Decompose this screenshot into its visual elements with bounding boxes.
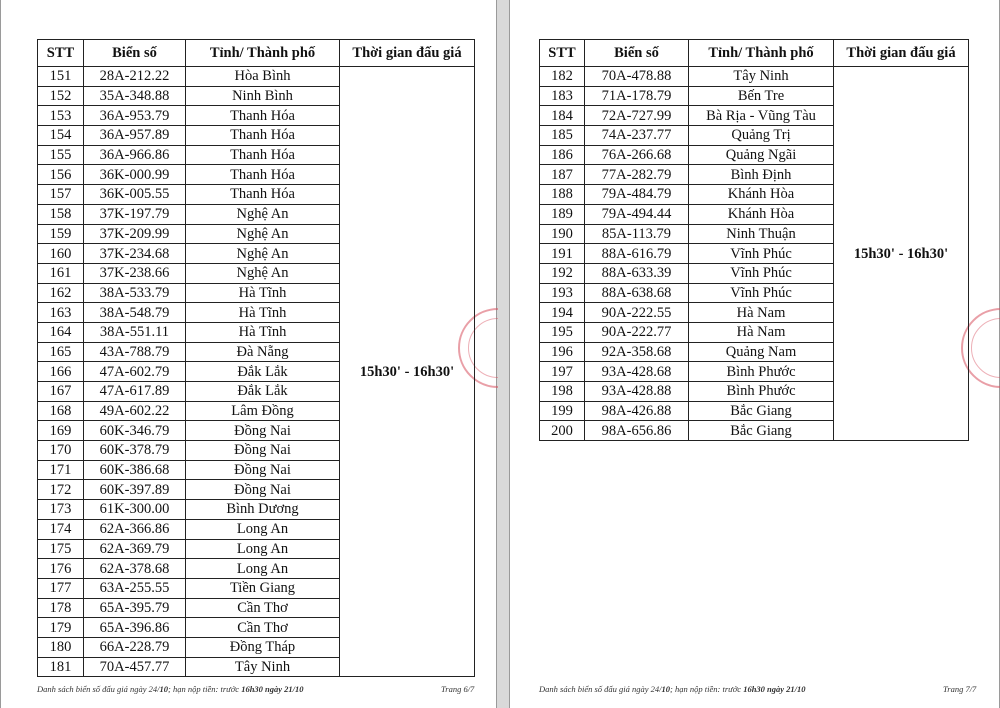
cell-plate: 36A-966.86 [84, 145, 186, 165]
cell-province: Vĩnh Phúc [689, 283, 834, 303]
auction-table-right [539, 39, 969, 441]
cell-plate: 88A-638.68 [585, 283, 689, 303]
cell-plate: 65A-395.79 [84, 598, 186, 618]
cell-plate: 47A-602.79 [84, 362, 186, 382]
cell-stt: 158 [38, 204, 84, 224]
cell-plate: 36A-953.79 [84, 106, 186, 126]
header-plate: Biển số [84, 40, 186, 67]
cell-auction-time: 15h30' - 16h30' [834, 67, 969, 441]
cell-plate: 88A-616.79 [585, 244, 689, 264]
cell-province: Bà Rịa - Vũng Tàu [689, 106, 834, 126]
cell-plate: 62A-369.79 [84, 539, 186, 559]
cell-plate: 36K-005.55 [84, 185, 186, 205]
cell-province: Đà Nẵng [186, 342, 340, 362]
cell-province: Quảng Ngãi [689, 145, 834, 165]
cell-plate: 70A-457.77 [84, 657, 186, 677]
header-province: Tỉnh/ Thành phố [186, 40, 340, 67]
cell-stt: 170 [38, 441, 84, 461]
cell-stt: 197 [540, 362, 585, 382]
cell-plate: 37K-197.79 [84, 204, 186, 224]
cell-stt: 163 [38, 303, 84, 323]
cell-province: Bắc Giang [689, 401, 834, 421]
cell-stt: 189 [540, 204, 585, 224]
cell-province: Ninh Thuận [689, 224, 834, 244]
cell-province: Bình Dương [186, 500, 340, 520]
cell-plate: 38A-533.79 [84, 283, 186, 303]
cell-province: Bình Phước [689, 362, 834, 382]
cell-stt: 153 [38, 106, 84, 126]
header-province: Tỉnh/ Thành phố [689, 40, 834, 67]
cell-plate: 43A-788.79 [84, 342, 186, 362]
cell-stt: 181 [38, 657, 84, 677]
cell-stt: 166 [38, 362, 84, 382]
cell-stt: 167 [38, 382, 84, 402]
cell-stt: 198 [540, 382, 585, 402]
cell-province: Thanh Hóa [186, 165, 340, 185]
cell-stt: 152 [38, 86, 84, 106]
table-header-row [38, 40, 475, 67]
cell-stt: 182 [540, 67, 585, 87]
cell-stt: 191 [540, 244, 585, 264]
cell-stt: 172 [38, 480, 84, 500]
cell-province: Hòa Bình [186, 67, 340, 87]
cell-plate: 92A-358.68 [585, 342, 689, 362]
cell-plate: 90A-222.77 [585, 322, 689, 342]
cell-plate: 65A-396.86 [84, 618, 186, 638]
cell-plate: 66A-228.79 [84, 637, 186, 657]
cell-plate: 36A-957.89 [84, 126, 186, 146]
cell-stt: 169 [38, 421, 84, 441]
table-row [540, 67, 969, 87]
cell-plate: 60K-346.79 [84, 421, 186, 441]
cell-plate: 63A-255.55 [84, 578, 186, 598]
cell-stt: 171 [38, 460, 84, 480]
footer-text: ; hạn nộp tiền: trước [168, 684, 242, 694]
table-row [38, 67, 475, 87]
cell-stt: 188 [540, 185, 585, 205]
footer-text: Danh sách biển số đấu giá ngày 24/ [539, 684, 662, 694]
cell-stt: 193 [540, 283, 585, 303]
cell-stt: 190 [540, 224, 585, 244]
cell-province: Thanh Hóa [186, 145, 340, 165]
cell-province: Đắk Lắk [186, 362, 340, 382]
cell-plate: 90A-222.55 [585, 303, 689, 323]
cell-plate: 79A-494.44 [585, 204, 689, 224]
cell-province: Vĩnh Phúc [689, 244, 834, 264]
cell-plate: 35A-348.88 [84, 86, 186, 106]
cell-stt: 180 [38, 637, 84, 657]
cell-plate: 98A-426.88 [585, 401, 689, 421]
cell-stt: 159 [38, 224, 84, 244]
cell-auction-time: 15h30' - 16h30' [340, 67, 475, 677]
cell-plate: 93A-428.68 [585, 362, 689, 382]
cell-province: Hà Tĩnh [186, 283, 340, 303]
cell-province: Quảng Trị [689, 126, 834, 146]
cell-plate: 71A-178.79 [585, 86, 689, 106]
cell-stt: 173 [38, 500, 84, 520]
cell-plate: 72A-727.99 [585, 106, 689, 126]
cell-province: Bình Định [689, 165, 834, 185]
footer-month: 10 [661, 684, 671, 694]
cell-plate: 85A-113.79 [585, 224, 689, 244]
cell-plate: 62A-378.68 [84, 559, 186, 579]
page-number-right: Trang 7/7 [943, 684, 977, 694]
cell-stt: 187 [540, 165, 585, 185]
cell-stt: 176 [38, 559, 84, 579]
cell-stt: 200 [540, 421, 585, 441]
footer-text: ; hạn nộp tiền: trước [670, 684, 744, 694]
cell-province: Long An [186, 559, 340, 579]
cell-stt: 196 [540, 342, 585, 362]
cell-plate: 37K-234.68 [84, 244, 186, 264]
cell-province: Tây Ninh [186, 657, 340, 677]
cell-stt: 195 [540, 322, 585, 342]
cell-province: Thanh Hóa [186, 106, 340, 126]
header-stt: STT [540, 40, 585, 67]
cell-stt: 194 [540, 303, 585, 323]
cell-stt: 175 [38, 539, 84, 559]
cell-province: Khánh Hòa [689, 204, 834, 224]
footer-text: Danh sách biển số đấu giá ngày 24/ [37, 684, 160, 694]
cell-province: Vĩnh Phúc [689, 263, 834, 283]
cell-plate: 61K-300.00 [84, 500, 186, 520]
cell-stt: 161 [38, 263, 84, 283]
cell-province: Thanh Hóa [186, 126, 340, 146]
cell-plate: 77A-282.79 [585, 165, 689, 185]
cell-province: Quảng Nam [689, 342, 834, 362]
cell-stt: 155 [38, 145, 84, 165]
cell-province: Ninh Bình [186, 86, 340, 106]
cell-province: Đồng Nai [186, 480, 340, 500]
cell-province: Đồng Nai [186, 460, 340, 480]
cell-stt: 178 [38, 598, 84, 618]
cell-province: Nghệ An [186, 224, 340, 244]
cell-stt: 177 [38, 578, 84, 598]
cell-province: Cần Thơ [186, 598, 340, 618]
page-footer-left [37, 684, 304, 694]
cell-plate: 37K-238.66 [84, 263, 186, 283]
table-header-row [540, 40, 969, 67]
cell-plate: 76A-266.68 [585, 145, 689, 165]
header-auction-time: Thời gian đấu giá [834, 40, 969, 67]
cell-province: Đồng Nai [186, 441, 340, 461]
cell-plate: 60K-378.79 [84, 441, 186, 461]
cell-province: Đắk Lắk [186, 382, 340, 402]
cell-province: Hà Tĩnh [186, 322, 340, 342]
cell-stt: 185 [540, 126, 585, 146]
cell-stt: 183 [540, 86, 585, 106]
cell-province: Nghệ An [186, 204, 340, 224]
cell-plate: 60K-386.68 [84, 460, 186, 480]
cell-plate: 37K-209.99 [84, 224, 186, 244]
cell-stt: 168 [38, 401, 84, 421]
cell-plate: 88A-633.39 [585, 263, 689, 283]
cell-province: Tiền Giang [186, 578, 340, 598]
cell-plate: 36K-000.99 [84, 165, 186, 185]
header-stt: STT [38, 40, 84, 67]
header-auction-time: Thời gian đấu giá [340, 40, 475, 67]
page-footer-right [539, 684, 806, 694]
cell-plate: 98A-656.86 [585, 421, 689, 441]
cell-province: Lâm Đồng [186, 401, 340, 421]
cell-plate: 93A-428.88 [585, 382, 689, 402]
cell-plate: 60K-397.89 [84, 480, 186, 500]
cell-province: Hà Nam [689, 322, 834, 342]
cell-plate: 79A-484.79 [585, 185, 689, 205]
cell-stt: 156 [38, 165, 84, 185]
cell-province: Khánh Hòa [689, 185, 834, 205]
cell-plate: 28A-212.22 [84, 67, 186, 87]
cell-province: Long An [186, 539, 340, 559]
cell-plate: 38A-548.79 [84, 303, 186, 323]
cell-province: Long An [186, 519, 340, 539]
cell-province: Cần Thơ [186, 618, 340, 638]
cell-plate: 62A-366.86 [84, 519, 186, 539]
cell-stt: 157 [38, 185, 84, 205]
cell-plate: 74A-237.77 [585, 126, 689, 146]
cell-province: Bình Phước [689, 382, 834, 402]
cell-plate: 38A-551.11 [84, 322, 186, 342]
cell-province: Nghệ An [186, 244, 340, 264]
footer-month: 10 [159, 684, 169, 694]
cell-stt: 154 [38, 126, 84, 146]
cell-stt: 174 [38, 519, 84, 539]
cell-stt: 151 [38, 67, 84, 87]
cell-province: Đồng Nai [186, 421, 340, 441]
cell-stt: 160 [38, 244, 84, 264]
auction-table-left [37, 39, 475, 677]
cell-stt: 164 [38, 322, 84, 342]
cell-province: Tây Ninh [689, 67, 834, 87]
footer-deadline: 16h30 ngày 21/10 [743, 684, 806, 694]
page-number-left: Trang 6/7 [441, 684, 475, 694]
footer-deadline: 16h30 ngày 21/10 [241, 684, 304, 694]
cell-stt: 186 [540, 145, 585, 165]
cell-province: Thanh Hóa [186, 185, 340, 205]
cell-stt: 179 [38, 618, 84, 638]
cell-plate: 49A-602.22 [84, 401, 186, 421]
cell-stt: 199 [540, 401, 585, 421]
cell-province: Nghệ An [186, 263, 340, 283]
cell-stt: 192 [540, 263, 585, 283]
cell-province: Hà Tĩnh [186, 303, 340, 323]
cell-province: Bắc Giang [689, 421, 834, 441]
cell-plate: 47A-617.89 [84, 382, 186, 402]
cell-stt: 184 [540, 106, 585, 126]
cell-province: Đồng Tháp [186, 637, 340, 657]
header-plate: Biển số [585, 40, 689, 67]
cell-province: Bến Tre [689, 86, 834, 106]
cell-plate: 70A-478.88 [585, 67, 689, 87]
cell-province: Hà Nam [689, 303, 834, 323]
cell-stt: 162 [38, 283, 84, 303]
cell-stt: 165 [38, 342, 84, 362]
